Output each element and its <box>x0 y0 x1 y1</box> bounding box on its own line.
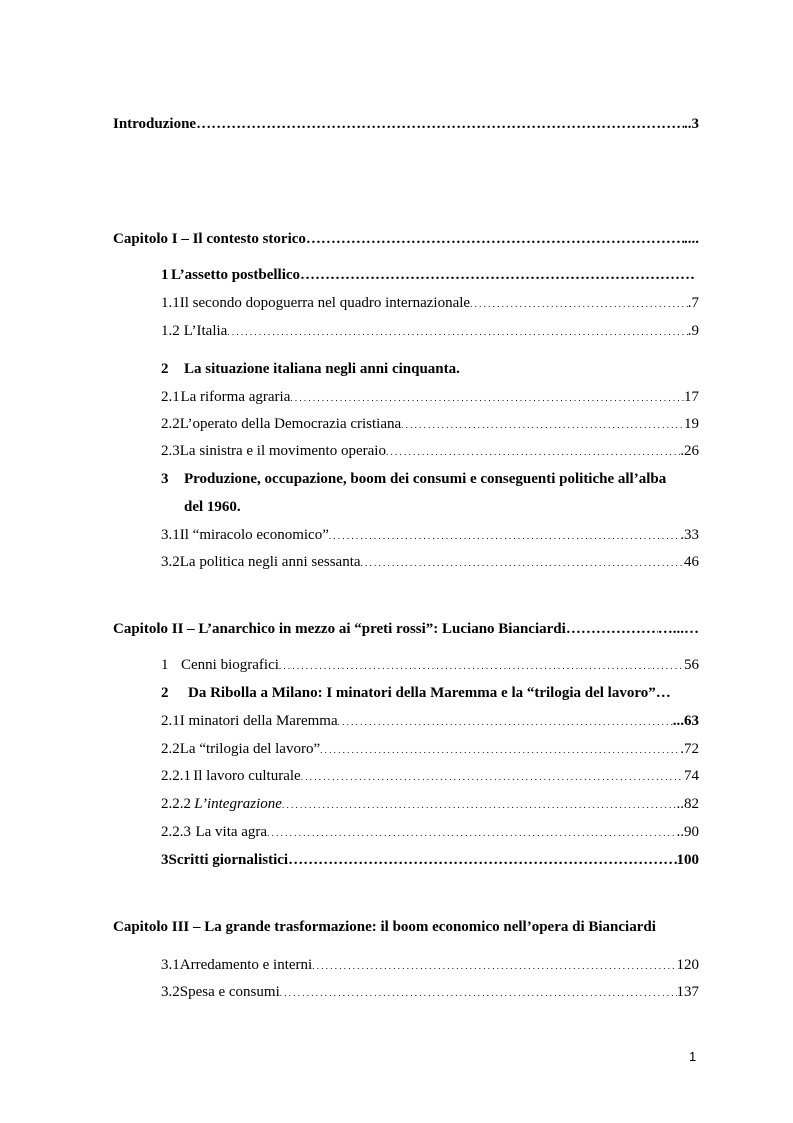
toc-section-num: 2 <box>161 685 169 701</box>
toc-section-title: Scritti giornalistici <box>168 852 289 868</box>
toc-section-num: 3.1 <box>161 527 180 543</box>
toc-section-title: L’integrazione <box>194 796 282 812</box>
page-number: 1 <box>689 1049 697 1064</box>
toc-section-2-2[interactable] <box>161 416 699 433</box>
dot-leader <box>401 416 684 433</box>
toc-intro-title: Introduzione <box>113 116 197 132</box>
toc-section-title: La sinistra e il movimento operaio <box>179 443 386 459</box>
dot-leader <box>282 796 677 813</box>
dot-leader <box>288 852 676 869</box>
dot-leader <box>280 984 677 1001</box>
dot-leader <box>279 657 684 674</box>
dot-leader <box>470 295 688 312</box>
toc-c3-section-1[interactable] <box>161 957 699 974</box>
toc-c2-section-2-2[interactable] <box>161 741 699 758</box>
toc-section-title-cont: del 1960. <box>184 499 241 515</box>
toc-section-title: Il “miracolo economico” <box>179 527 329 543</box>
toc-section-title: Spesa e consumi <box>179 984 280 1000</box>
toc-chapter-2-page: …...… <box>657 621 699 637</box>
toc-section-page: ...63 <box>672 713 699 729</box>
toc-c2-section-2-1[interactable] <box>161 713 699 730</box>
toc-section-page: 46 <box>684 554 699 570</box>
toc-c2-section-1[interactable] <box>161 657 699 674</box>
toc-section-num: 3.2 <box>161 554 180 570</box>
toc-section-page: 137 <box>676 984 699 1000</box>
toc-section-title: La vita agra <box>195 824 268 840</box>
toc-section-title: Il lavoro culturale <box>193 768 301 784</box>
toc-section-num: 3.2 <box>161 984 180 1000</box>
dot-leader <box>329 527 680 544</box>
toc-section-title: La “trilogia del lavoro” <box>179 741 321 757</box>
toc-section-2[interactable] <box>161 361 699 378</box>
dot-leader <box>361 554 684 571</box>
dot-leader <box>338 713 673 730</box>
toc-section-title: La politica negli anni sessanta <box>179 554 361 570</box>
toc-section-page: ..82 <box>676 796 699 812</box>
toc-section-num: 3.1 <box>161 957 180 973</box>
toc-section-num: 2.3 <box>161 443 180 459</box>
toc-section-title: Cenni biografici <box>181 657 279 673</box>
toc-c3-section-2[interactable] <box>161 984 699 1001</box>
toc-c2-section-2-2-2[interactable] <box>161 796 699 813</box>
toc-section-page: 17 <box>684 389 699 405</box>
toc-c2-section-3[interactable] <box>161 852 699 869</box>
toc-c2-section-2-2-3[interactable] <box>161 824 699 841</box>
toc-section-num: 1.1 <box>161 295 180 311</box>
toc-section-page: .7 <box>687 295 699 311</box>
dot-leader <box>300 267 695 284</box>
toc-section-page: 56 <box>684 657 699 673</box>
toc-section-page: 120 <box>676 957 699 973</box>
toc-section-title: Da Ribolla a Milano: I minatori della Maremma e la “trilogia del lavoro”… <box>188 685 671 701</box>
toc-section-num: 2.2 <box>161 741 180 757</box>
dot-leader <box>312 957 676 974</box>
toc-section-page: .72 <box>680 741 699 757</box>
toc-section-num: 3 <box>161 471 169 487</box>
dot-leader <box>227 323 687 340</box>
toc-section-page: 100 <box>676 852 699 868</box>
toc-section-num: 2.2 <box>161 416 180 432</box>
toc-section-title: Produzione, occupazione, boom dei consumi e conseguenti politiche all’alba <box>184 471 667 487</box>
toc-section-page: .33 <box>680 527 699 543</box>
toc-section-3[interactable] <box>161 471 699 488</box>
toc-section-page: 74 <box>684 768 699 784</box>
toc-section-1[interactable] <box>161 267 695 284</box>
toc-intro-page: ..3 <box>684 116 699 132</box>
toc-c2-section-2-2-1[interactable] <box>161 768 699 785</box>
toc-section-title: Arredamento e interni <box>179 957 313 973</box>
dot-leader <box>290 389 684 406</box>
toc-section-num: 3 <box>161 852 169 868</box>
toc-intro[interactable] <box>113 116 699 133</box>
toc-c2-section-2[interactable] <box>161 685 699 702</box>
toc-section-num: 2 <box>161 361 169 377</box>
toc-section-title: La riforma agraria <box>180 389 291 405</box>
toc-section-num: 2.2.3 <box>161 824 191 840</box>
toc-chapter-1[interactable] <box>113 231 699 248</box>
toc-section-title: I minatori della Maremma <box>179 713 338 729</box>
dot-leader <box>566 621 658 638</box>
toc-section-page: .9 <box>687 323 699 339</box>
dot-leader <box>306 231 684 248</box>
toc-section-title: L’Italia <box>183 323 228 339</box>
toc-section-num: 2.2.1 <box>161 768 191 784</box>
toc-section-3-cont <box>184 499 722 516</box>
toc-section-num: 1.2 <box>161 323 180 339</box>
toc-section-num: 1 <box>161 657 169 673</box>
toc-section-1-1[interactable] <box>161 295 699 312</box>
dot-leader <box>386 443 680 460</box>
toc-chapter-3[interactable] <box>113 919 699 936</box>
toc-section-title: Il secondo dopoguerra nel quadro internazionale <box>179 295 471 311</box>
toc-section-num: 2.1 <box>161 713 180 729</box>
toc-chapter-2-title: Capitolo II – L’anarchico in mezzo ai “preti rossi”: Luciano Bianciardi <box>113 621 566 637</box>
dot-leader <box>196 116 684 133</box>
toc-section-2-3[interactable] <box>161 443 699 460</box>
toc-chapter-1-page: .... <box>684 231 699 247</box>
toc-section-3-1[interactable] <box>161 527 699 544</box>
toc-section-1-title: L’assetto postbellico <box>171 267 301 283</box>
toc-chapter-1-title: Capitolo I – Il contesto storico <box>113 231 306 247</box>
toc-section-page: .26 <box>680 443 699 459</box>
dot-leader <box>320 741 680 758</box>
toc-section-2-1[interactable] <box>161 389 699 406</box>
toc-chapter-3-title: Capitolo III – La grande trasformazione: il boom economico nell’opera di Bianciardi <box>113 919 656 935</box>
toc-section-page: 19 <box>684 416 699 432</box>
toc-section-title: L’operato della Democrazia cristiana <box>179 416 402 432</box>
dot-leader <box>301 768 684 785</box>
toc-section-num: 2.1 <box>161 389 180 405</box>
toc-section-3-2[interactable] <box>161 554 699 571</box>
toc-section-1-num: 1 <box>161 267 169 283</box>
toc-section-page: ..90 <box>676 824 699 840</box>
toc-section-title: La situazione italiana negli anni cinquanta. <box>184 361 460 377</box>
toc-section-num: 2.2.2 <box>161 796 191 812</box>
toc-chapter-2[interactable] <box>113 621 699 638</box>
toc-section-1-2[interactable] <box>161 323 699 340</box>
dot-leader <box>267 824 676 841</box>
